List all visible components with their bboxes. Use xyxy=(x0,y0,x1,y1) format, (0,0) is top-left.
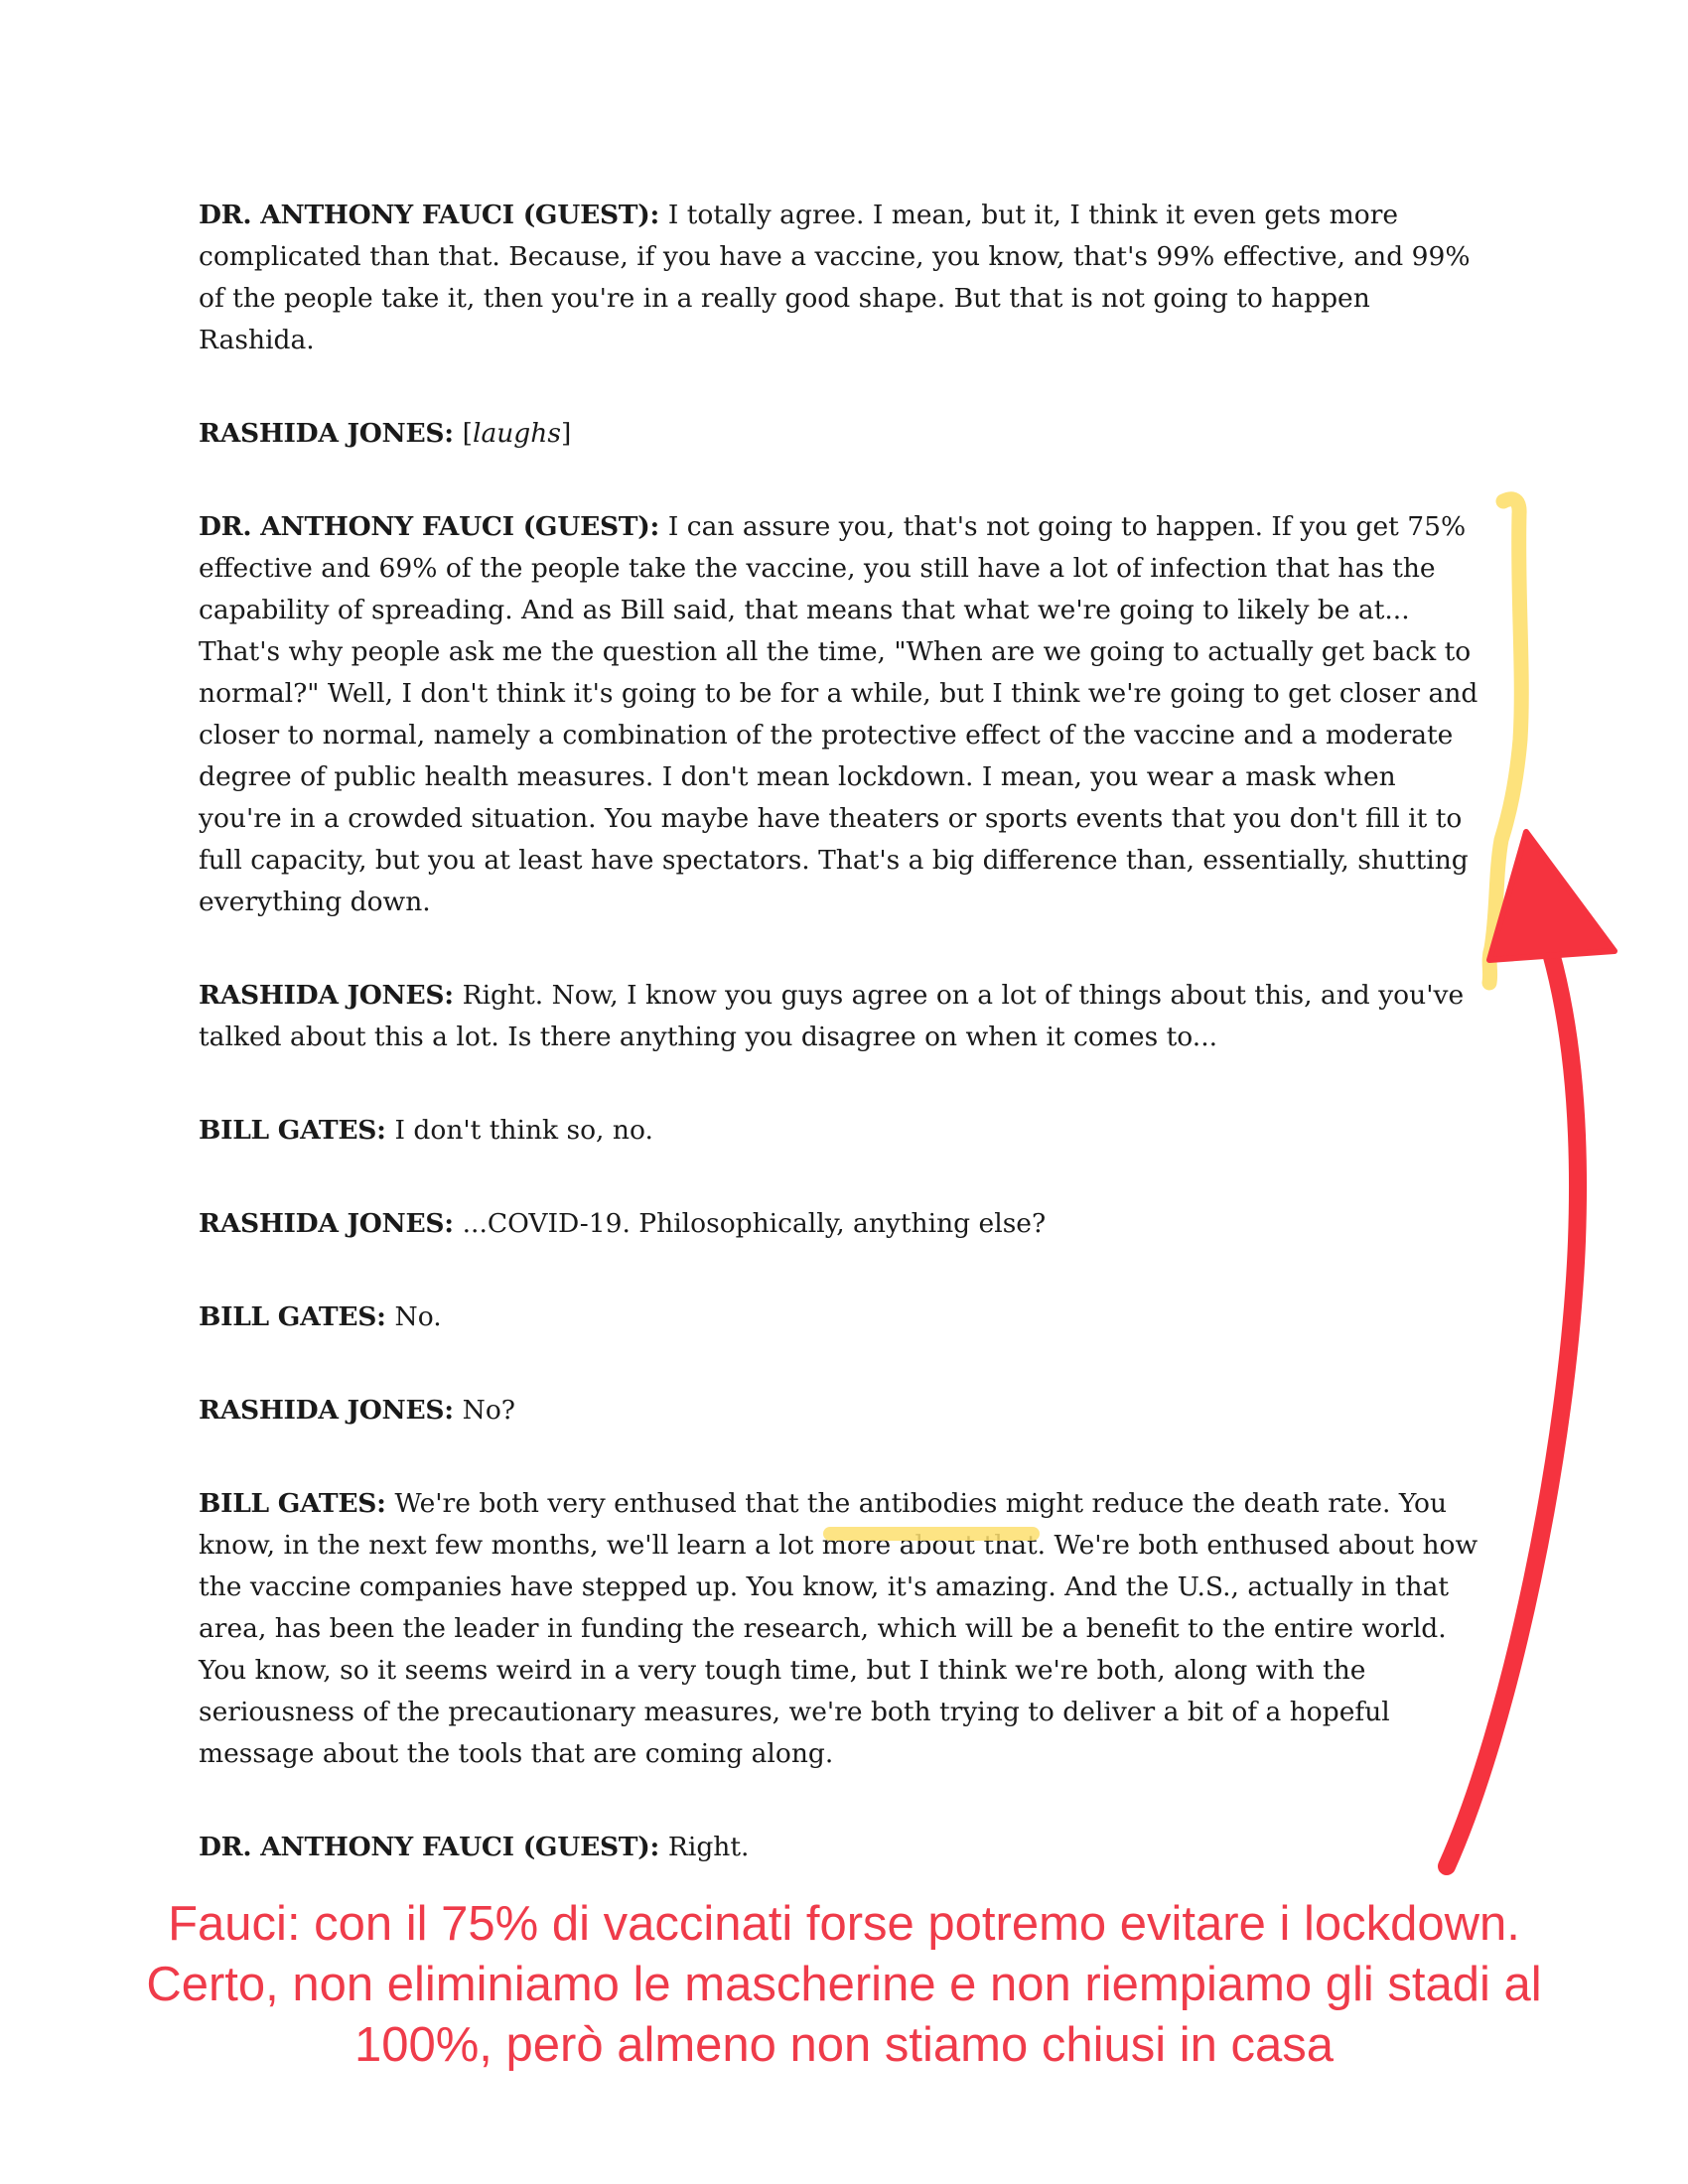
entry-text: ...COVID-19. Philosophically, anything else? xyxy=(462,1208,1047,1239)
transcript xyxy=(199,195,1479,1920)
transcript-entry xyxy=(199,1297,1479,1338)
entry-text: I totally agree. I mean, but it, I think it even gets more complicated than that. Because, if you have a vaccine, you know, that's 99% effective, and 99% of the people take it, then you're in a really good shape. But that is not going to happen Rashida. xyxy=(199,200,1471,355)
speaker-name: DR. ANTHONY FAUCI (GUEST): xyxy=(199,511,659,542)
stage-direction: laughs xyxy=(472,418,561,449)
transcript-entry xyxy=(199,1827,1479,1868)
speaker-name: BILL GATES: xyxy=(199,1488,386,1519)
entry-text: No. xyxy=(394,1301,442,1332)
speaker-name: RASHIDA JONES: xyxy=(199,1395,454,1426)
entry-text: No? xyxy=(462,1395,515,1426)
transcript-entry xyxy=(199,1390,1479,1432)
entry-text: I can assure you, that's not going to happen. If you get 75% effective and 69% of the people take the vaccine, you still have a lot of infection that has the capability of spreading. And as Bill said, that means that what we're going to likely be at... That's why people ask me the question all the time, "When are we going to actually get back to normal?" Well, I don't think it's going to be for a while, but I think we're going to get closer and closer to normal, namely a combination of the protective effect of the vaccine and a moderate degree of public health measures. I don't mean lockdown. I mean, you wear a mask when you're in a crowded situation. You maybe have theaters or sports events that you don't fill it to full capacity, but you at least have spectators. That's a big difference than, essentially, shutting everything down. xyxy=(199,511,1478,917)
transcript-entry xyxy=(199,975,1479,1058)
speaker-name: DR. ANTHONY FAUCI (GUEST): xyxy=(199,200,659,230)
transcript-entry xyxy=(199,1203,1479,1245)
speaker-name: DR. ANTHONY FAUCI (GUEST): xyxy=(199,1832,659,1862)
speaker-name: BILL GATES: xyxy=(199,1115,386,1146)
entry-text: I don't think so, no. xyxy=(394,1115,653,1146)
entry-text: We're both very enthused that the antibodies might reduce the death rate. You know, in the next few months, we'll learn a lot more about that. We're both enthused about how the vaccine companies have stepped up. You know, it's amazing. And the U.S., actually in that area, has been the leader in funding the research, which will be a benefit to the entire world. You know, so it seems weird in a very tough time, but I think we're both, along with the seriousness of the precautionary measures, we're both trying to deliver a bit of a hopeful message about the tools that are coming along. xyxy=(199,1488,1478,1769)
speaker-name: RASHIDA JONES: xyxy=(199,980,454,1011)
speaker-name: RASHIDA JONES: xyxy=(199,1208,454,1239)
caption-line: Fauci: con il 75% di vaccinati forse potremo evitare i lockdown. xyxy=(168,1897,1520,1951)
annotation-caption xyxy=(99,1894,1589,2076)
highlight-bracket-stroke xyxy=(1489,499,1521,983)
entry-text: Right. xyxy=(667,1832,750,1862)
speaker-name: RASHIDA JONES: xyxy=(199,418,454,449)
speaker-name: BILL GATES: xyxy=(199,1301,386,1332)
entry-text: Right. Now, I know you guys agree on a lot of things about this, and you've talked about this a lot. Is there anything you disagree on when it comes to... xyxy=(199,980,1465,1052)
transcript-entry xyxy=(199,1110,1479,1152)
bracket-close: ] xyxy=(560,418,572,449)
transcript-entry xyxy=(199,506,1479,923)
caption-line: 100%, però almeno non stiamo chiusi in casa xyxy=(353,2018,1334,2072)
bracket-open: [ xyxy=(462,418,473,449)
transcript-entry xyxy=(199,195,1479,361)
arrow-head xyxy=(1489,832,1615,960)
transcript-entry xyxy=(199,1483,1479,1775)
transcript-entry xyxy=(199,413,1479,455)
caption-line: Certo, non eliminiamo le mascherine e non riempiamo gli stadi al xyxy=(146,1958,1542,2011)
